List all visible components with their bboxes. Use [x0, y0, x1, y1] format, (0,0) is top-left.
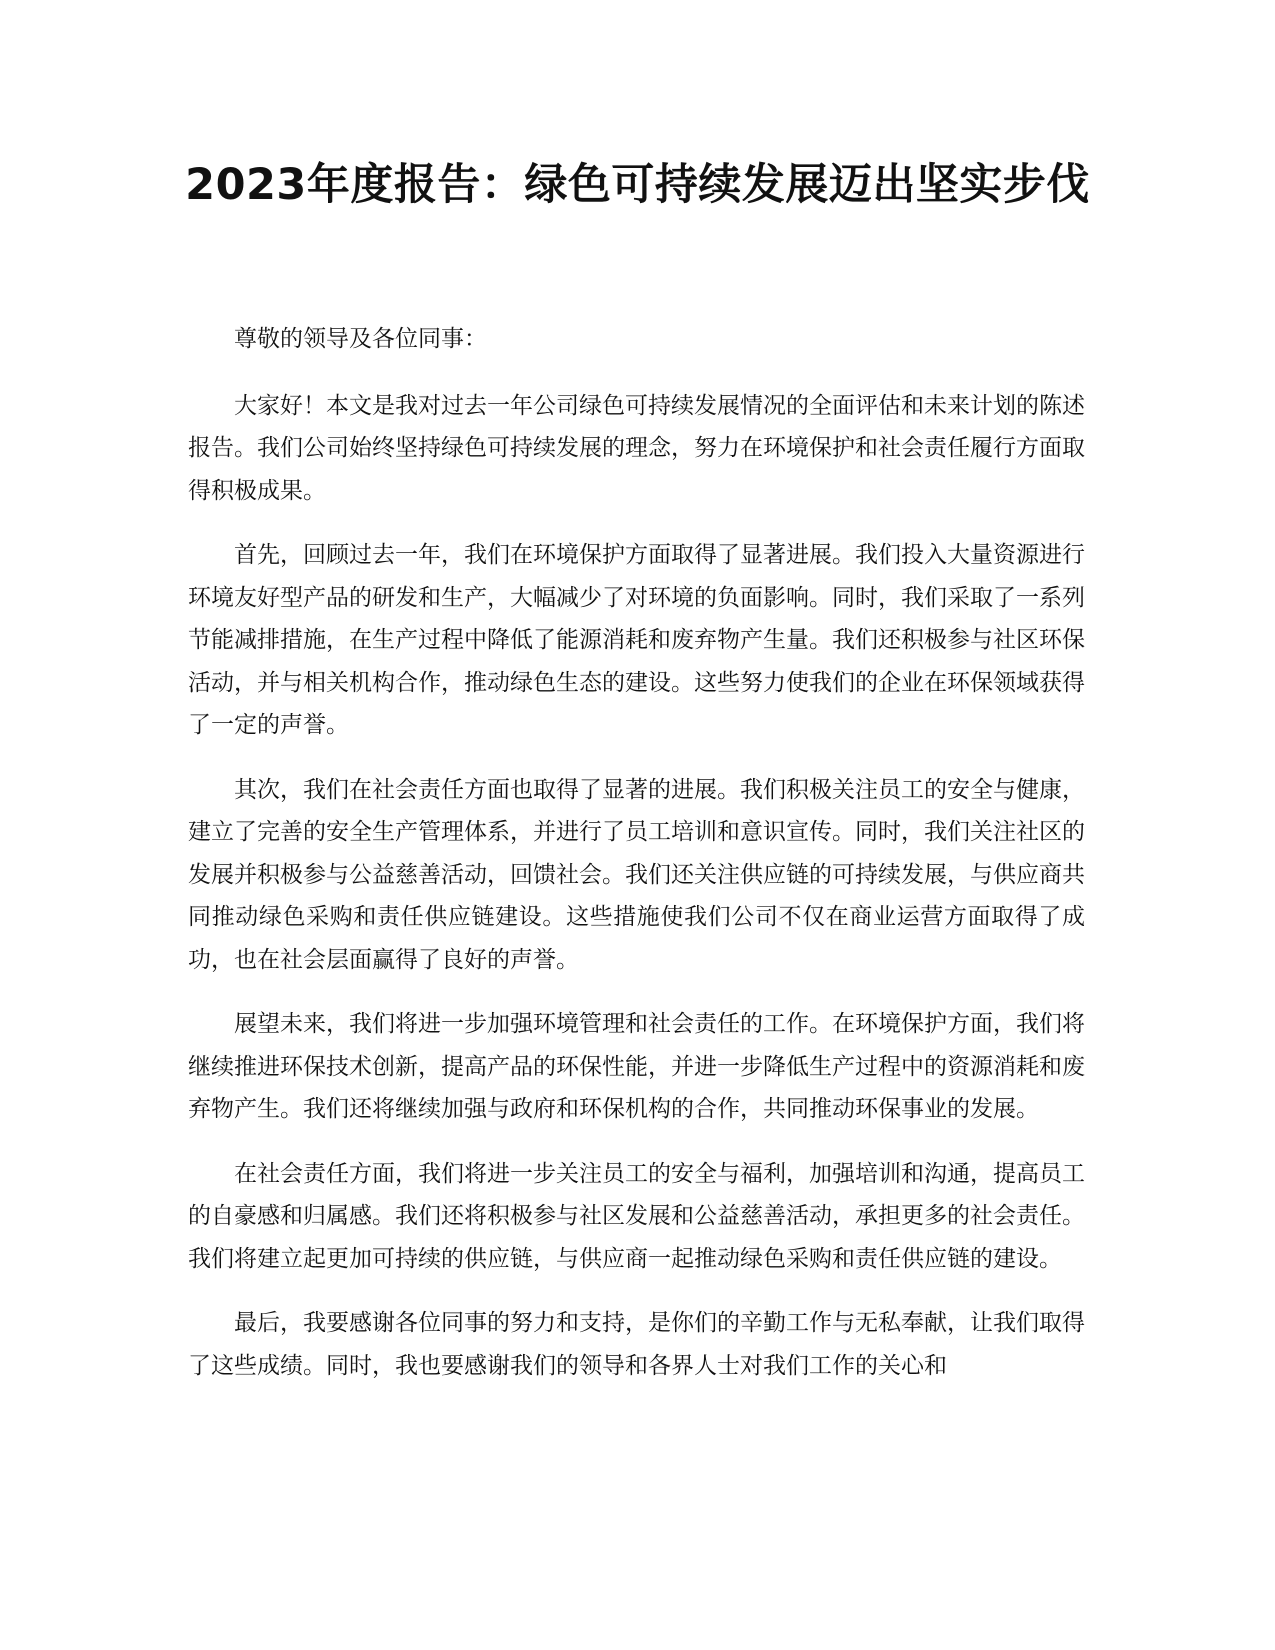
paragraph-environment: 首先，回顾过去一年，我们在环境保护方面取得了显著进展。我们投入大量资源进行环境友好型产品的研发和生产，大幅减少了对环境的负面影响。同时，我们采取了一系列节能减排措施，在生产过程中降低了能源消耗和废弃物产生量。我们还积极参与社区环保活动，并与相关机构合作，推动绿色生态的建设。这些努力使我们的企业在环保领域获得了一定的声誉。: [188, 542, 1085, 738]
paragraph-intro: 大家好！本文是我对过去一年公司绿色可持续发展情况的全面评估和未来计划的陈述报告。我们公司始终坚持绿色可持续发展的理念，努力在环境保护和社会责任履行方面取得积极成果。: [188, 392, 1085, 504]
paragraph-closing: 最后，我要感谢各位同事的努力和支持，是你们的辛勤工作与无私奉献，让我们取得了这些成绩。同时，我也要感谢我们的领导和各界人士对我们工作的关心和: [188, 1310, 1085, 1379]
paragraph-social-responsibility: 其次，我们在社会责任方面也取得了显著的进展。我们积极关注员工的安全与健康，建立了完善的安全生产管理体系，并进行了员工培训和意识宣传。同时，我们关注社区的发展并积极参与公益慈善活动，回馈社会。我们还关注供应链的可持续发展，与供应商共同推动绿色采购和责任供应链建设。这些措施使我们公司不仅在商业运营方面取得了成功，也在社会层面赢得了良好的声誉。: [188, 776, 1085, 973]
document-title: 2023年度报告：绿色可持续发展迈出坚实步伐: [185, 160, 1090, 210]
salutation: 尊敬的领导及各位同事：: [234, 326, 487, 352]
paragraph-outlook-environment: 展望未来，我们将进一步加强环境管理和社会责任的工作。在环境保护方面，我们将继续推进环保技术创新，提高产品的环保性能，并进一步降低生产过程中的资源消耗和废弃物产生。我们还将继续加强与政府和环保机构的合作，共同推动环保事业的发展。: [188, 1011, 1085, 1122]
paragraph-outlook-social: 在社会责任方面，我们将进一步关注员工的安全与福利，加强培训和沟通，提高员工的自豪感和归属感。我们还将积极参与社区发展和公益慈善活动，承担更多的社会责任。我们将建立起更加可持续的供应链，与供应商一起推动绿色采购和责任供应链的建设。: [188, 1160, 1085, 1272]
document-body: [188, 318, 1085, 1409]
